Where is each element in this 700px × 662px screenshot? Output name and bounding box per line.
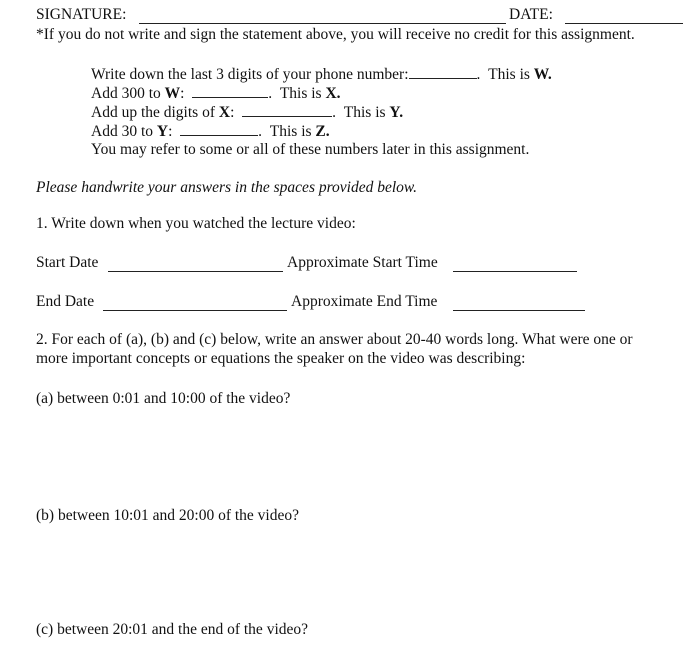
question-2-prompt-line1: 2. For each of (a), (b) and (c) below, write an answer about 20-40 words long. What were one or (36, 331, 633, 348)
signature-blank[interactable] (139, 6, 506, 24)
question-2-part-a: (a) between 0:01 and 10:00 of the video? (36, 390, 291, 407)
question-2-part-c: (c) between 20:01 and the end of the video? (36, 621, 309, 638)
start-date-label: Start Date (36, 254, 99, 271)
add30-blank[interactable] (180, 122, 258, 136)
digits-prompt: Add up the digits of (91, 104, 215, 121)
w-letter: W. (533, 66, 552, 83)
w-var: W (164, 85, 181, 102)
end-time-blank[interactable] (453, 293, 585, 311)
add300-line: Add 300 to W: . This is X. (91, 85, 341, 102)
this-is-text: This is (343, 104, 386, 121)
date-blank[interactable] (565, 6, 683, 24)
question-2-part-b: (b) between 10:01 and 20:00 of the video? (36, 507, 299, 524)
end-time-label: Approximate End Time (291, 293, 438, 310)
add30-prompt: Add 30 to (91, 123, 153, 140)
phone-digits-line: Write down the last 3 digits of your phone number: . This is W. (91, 66, 552, 83)
this-is-text: This is (269, 123, 312, 140)
z-letter: Z. (315, 123, 330, 140)
this-is-text: This is (488, 66, 530, 83)
y-var: Y (156, 123, 169, 140)
signature-notice: *If you do not write and sign the statement above, you will receive no credit for this assignment. (36, 26, 635, 43)
signature-label: SIGNATURE: (36, 6, 127, 23)
x-letter: X. (325, 85, 341, 102)
start-time-blank[interactable] (453, 254, 577, 272)
start-time-label: Approximate Start Time (287, 254, 438, 271)
question-2-prompt-line2: more important concepts or equations the speaker on the video was describing: (36, 350, 526, 367)
date-label: DATE: (509, 6, 553, 23)
y-letter: Y. (389, 104, 404, 121)
add30-line: Add 30 to Y: . This is Z. (91, 123, 330, 140)
signature-row (36, 6, 126, 24)
question-1-prompt: 1. Write down when you watched the lecture video: (36, 215, 356, 232)
add300-blank[interactable] (192, 84, 268, 98)
add300-prompt: Add 300 to (91, 85, 161, 102)
answer-area-a[interactable] (36, 412, 676, 504)
digits-sum-line: Add up the digits of X: . This is Y. (91, 104, 404, 121)
start-date-blank[interactable] (108, 254, 283, 272)
answer-area-b[interactable] (36, 529, 676, 617)
phone-blank[interactable] (409, 65, 477, 79)
x-var: X (218, 104, 231, 121)
phone-prompt: Write down the last 3 digits of your phone number: (91, 66, 409, 83)
end-date-label: End Date (36, 293, 95, 310)
refer-note: You may refer to some or all of these numbers later in this assignment. (91, 141, 530, 158)
end-date-blank[interactable] (103, 293, 287, 311)
handwrite-instructions: Please handwrite your answers in the spaces provided below. (36, 179, 417, 196)
digits-blank[interactable] (242, 103, 332, 117)
this-is-text: This is (279, 85, 322, 102)
